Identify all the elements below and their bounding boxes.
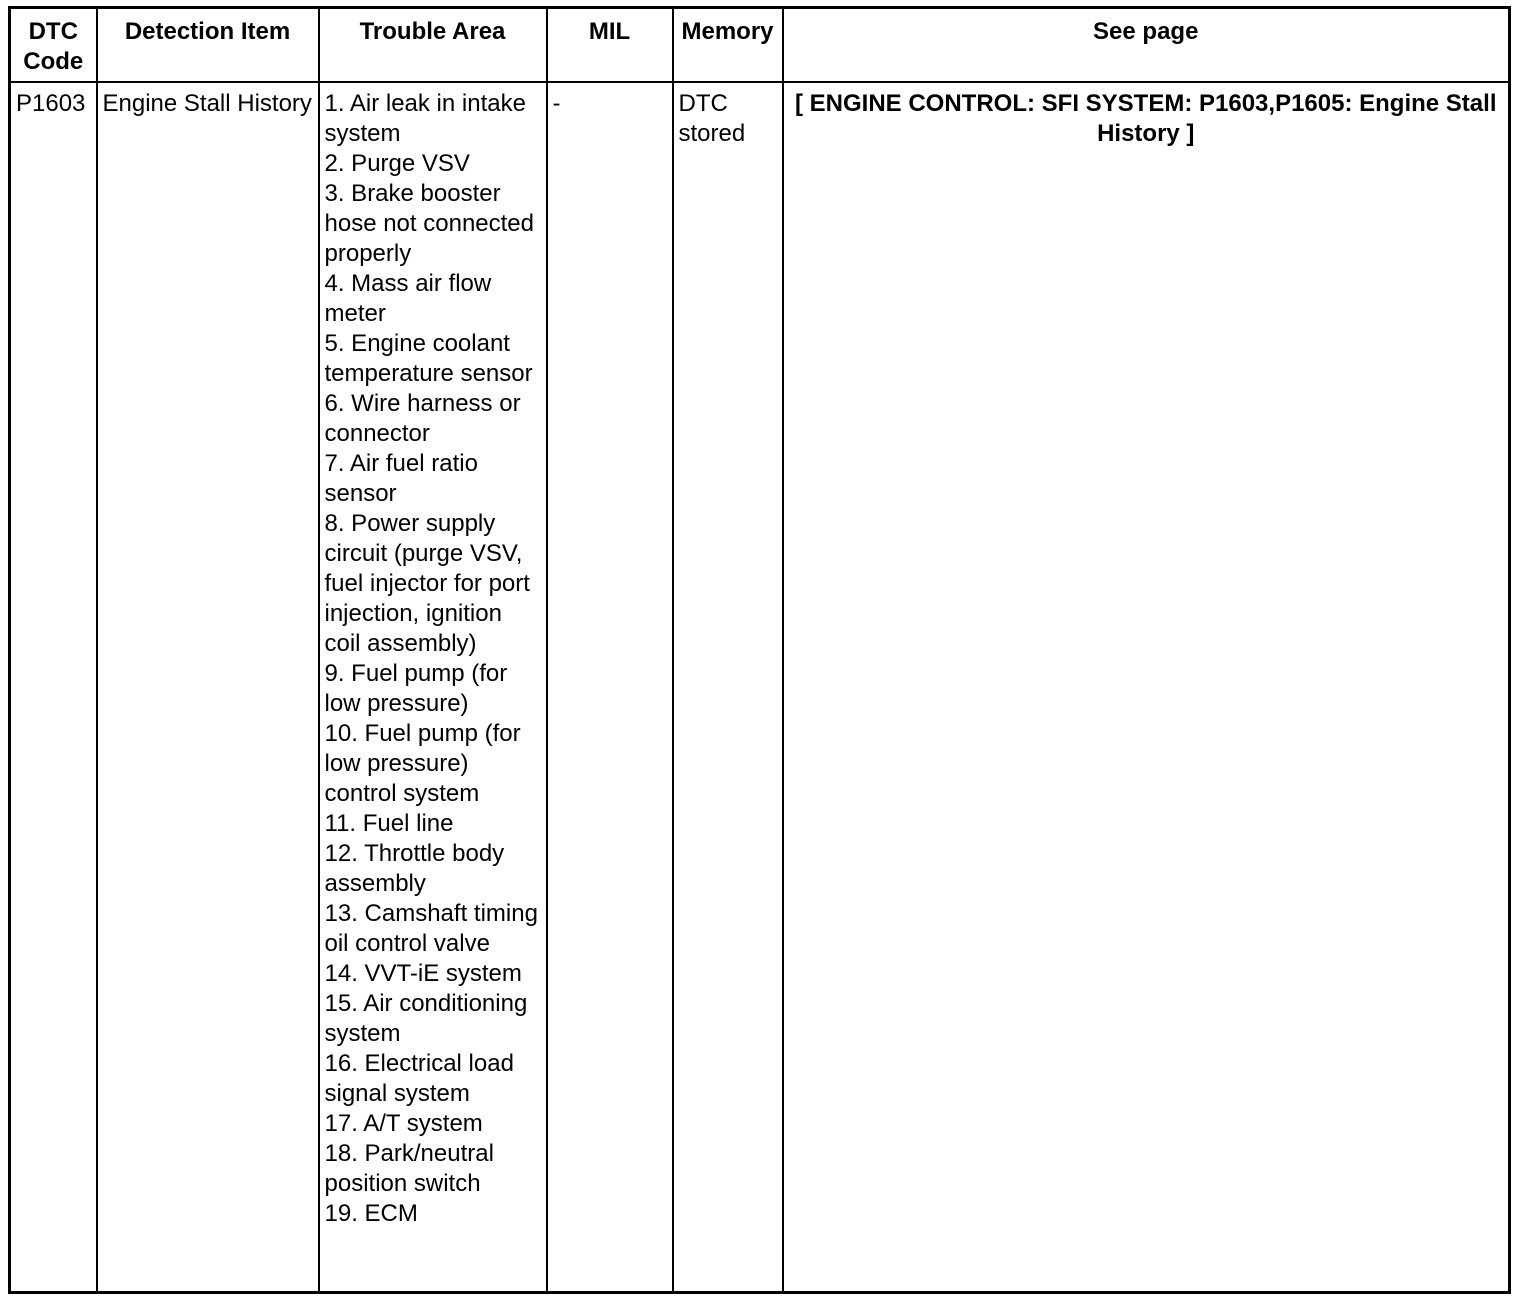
cell-memory: DTC stored (673, 82, 783, 1293)
cell-detection-item: Engine Stall History (97, 82, 319, 1293)
header-mil: MIL (547, 8, 673, 83)
trouble-area-item: 3. Brake booster hose not connected properly (324, 180, 534, 267)
trouble-area-item: 4. Mass air flow meter (324, 270, 492, 327)
trouble-area-item: 5. Engine coolant temperature sensor (324, 330, 533, 387)
header-see-page: See page (783, 8, 1510, 83)
trouble-area-item: 17. A/T system (324, 1110, 483, 1137)
trouble-area-item: 14. VVT-iE system (324, 960, 522, 987)
trouble-area-item: 15. Air conditioning system (324, 990, 528, 1047)
table-row (10, 82, 1510, 1293)
header-memory: Memory (673, 8, 783, 83)
trouble-area-item: 11. Fuel line (324, 810, 454, 837)
header-trouble-area: Trouble Area (319, 8, 547, 83)
cell-mil: - (547, 82, 673, 1293)
trouble-area-item: 10. Fuel pump (for low pressure) control system (324, 720, 521, 807)
header-dtc-code (10, 8, 97, 83)
see-page-link[interactable]: [ ENGINE CONTROL: SFI SYSTEM: P1603,P1605: Engine Stall History ] (783, 82, 1510, 1293)
cell-trouble-area (319, 82, 547, 1293)
trouble-area-item: 2. Purge VSV (324, 150, 470, 177)
trouble-area-item: 1. Air leak in intake system (324, 90, 526, 147)
trouble-area-item: 16. Electrical load signal system (324, 1050, 514, 1107)
header-detection-item: Detection Item (97, 8, 319, 83)
dtc-table (8, 6, 1511, 1294)
trouble-area-item: 13. Camshaft timing oil control valve (324, 900, 538, 957)
header-dtc-code-line2: Code (23, 48, 84, 75)
trouble-area-item: 12. Throttle body assembly (324, 840, 505, 897)
table-header-row (10, 8, 1510, 83)
header-dtc-code-line1: DTC (28, 18, 78, 45)
trouble-area-item: 7. Air fuel ratio sensor (324, 450, 478, 507)
cell-dtc-code: P1603 (10, 82, 97, 1293)
trouble-area-item: 18. Park/neutral position switch (324, 1140, 494, 1197)
trouble-area-item: 6. Wire harness or connector (324, 390, 521, 447)
trouble-area-item: 19. ECM (324, 1200, 418, 1227)
trouble-area-item: 9. Fuel pump (for low pressure) (324, 660, 508, 717)
trouble-area-item: 8. Power supply circuit (purge VSV, fuel injector for port injection, ignition coil assembly) (324, 510, 530, 657)
